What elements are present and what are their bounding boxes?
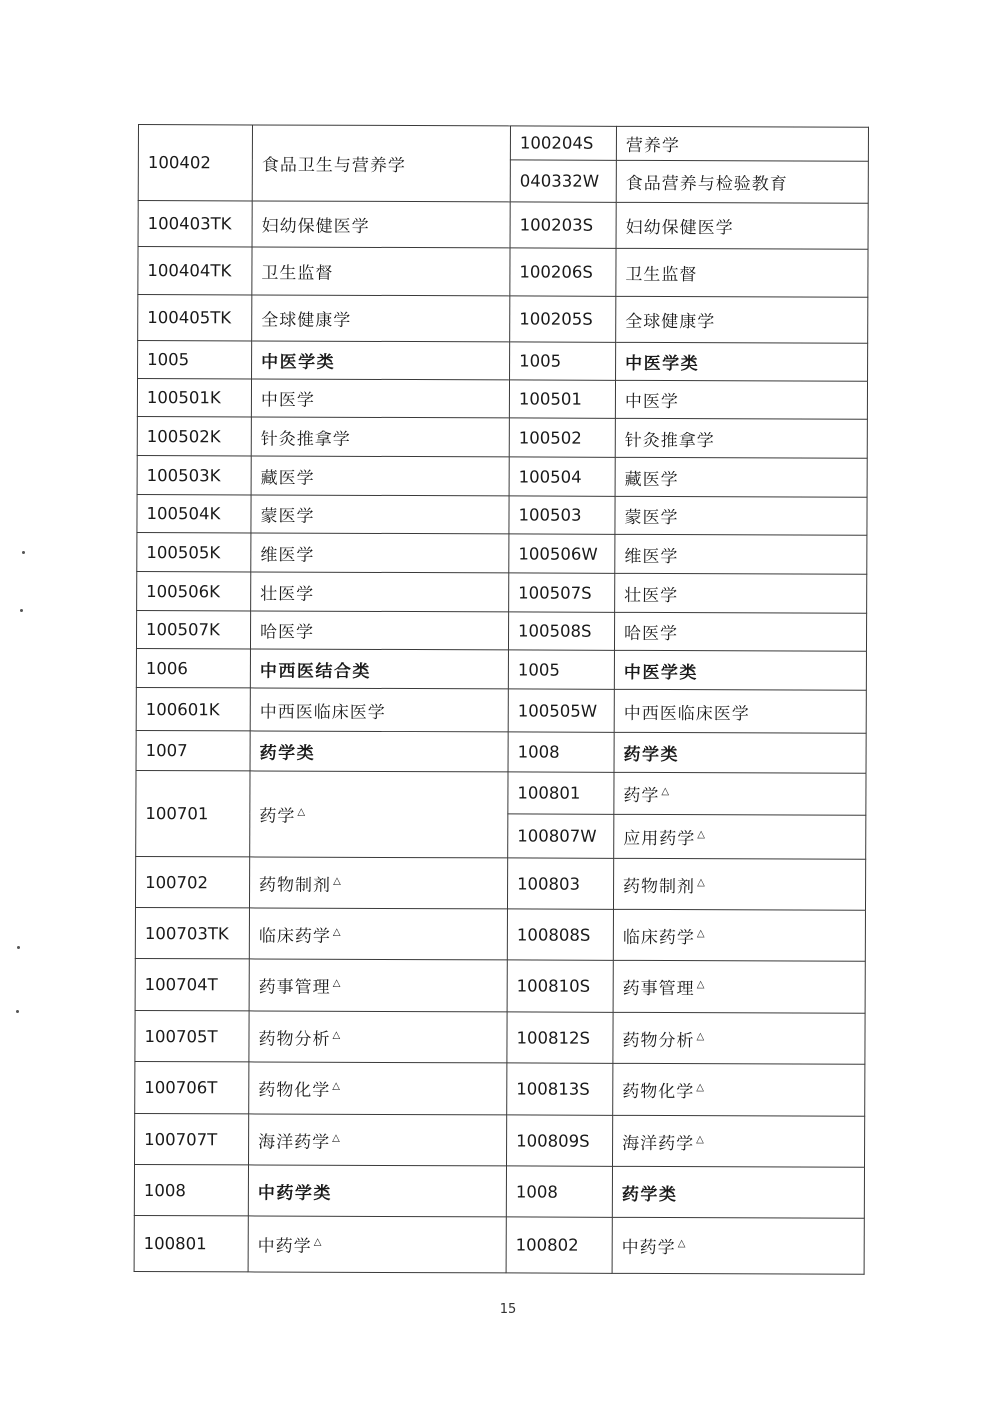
old-name-cell-text: 中医学 [260, 390, 315, 411]
old-name-cell [249, 857, 507, 909]
old-name-cell [250, 688, 508, 732]
scan-dot [20, 609, 23, 612]
old-name-cell [248, 1216, 506, 1273]
triangle-mark: △ [677, 1238, 686, 1250]
old-code-cell: 100707T [135, 1113, 249, 1164]
triangle-mark: △ [696, 979, 705, 991]
new-name-cell [616, 126, 868, 161]
old-name-cell-text: 药事管理 [258, 977, 331, 998]
new-name-cell [613, 960, 865, 1013]
old-code-cell: 100507K [136, 610, 250, 648]
old-code-cell: 100405TK [138, 295, 252, 341]
new-name-cell [613, 1012, 865, 1064]
new-name-cell [615, 380, 867, 419]
new-name-cell-text: 药学类 [623, 744, 680, 766]
old-code-cell: 100501K [137, 379, 251, 417]
old-code-cell: 1008 [134, 1164, 248, 1215]
old-code-cell: 1005 [138, 341, 252, 379]
new-code-cell: 100503 [509, 496, 615, 534]
new-name-cell-text: 应用药学 [623, 828, 696, 850]
table-row [137, 571, 867, 613]
triangle-mark: △ [696, 927, 705, 940]
old-name-cell-text: 妇幼保健医学 [261, 216, 370, 237]
old-name-cell-text: 中药学 [257, 1236, 312, 1257]
new-name-cell [615, 496, 867, 535]
new-name-cell-text: 妇幼保健医学 [625, 217, 734, 239]
old-name-cell [250, 611, 508, 650]
old-name-cell [249, 1062, 507, 1115]
new-name-cell [615, 573, 867, 613]
old-name-cell-text: 药物制剂 [259, 874, 332, 896]
old-name-cell-text: 哈医学 [260, 622, 315, 643]
triangle-mark: △ [696, 1030, 705, 1043]
triangle-mark: △ [661, 786, 670, 798]
old-name-cell [250, 731, 508, 772]
triangle-mark: △ [297, 806, 306, 818]
old-code-cell: 100704T [135, 958, 249, 1010]
old-code-cell: 100801 [134, 1215, 248, 1271]
new-code-cell: 100508S [508, 612, 614, 650]
triangle-mark: △ [332, 1132, 340, 1144]
table-row [138, 125, 868, 162]
new-name-cell [613, 858, 865, 910]
new-name-cell [616, 296, 868, 343]
new-name-cell-text: 中西医临床医学 [623, 703, 750, 724]
old-code-cell: 100402 [138, 125, 252, 201]
new-name-cell [614, 650, 866, 690]
old-name-cell-text: 维医学 [260, 544, 315, 566]
triangle-mark: △ [332, 978, 341, 990]
table-row [135, 1010, 865, 1064]
new-name-cell-text: 壮医学 [624, 585, 679, 606]
table-row [138, 247, 868, 298]
triangle-mark: △ [313, 1237, 322, 1249]
old-name-cell [251, 495, 509, 534]
old-code-cell: 100506K [137, 571, 251, 610]
table-row [137, 455, 867, 497]
new-code-cell: 100507S [509, 573, 615, 612]
new-name-cell-text: 药物分析 [622, 1030, 695, 1051]
new-code-cell: 100813S [507, 1063, 613, 1115]
new-name-cell [614, 814, 866, 859]
new-name-cell-text: 药物制剂 [623, 876, 696, 897]
new-code-cell: 1008 [506, 1166, 612, 1217]
table-row [138, 201, 868, 250]
new-name-cell [613, 909, 865, 961]
old-name-cell-text: 药学类 [259, 743, 316, 764]
scan-dot [16, 1010, 19, 1013]
new-name-cell-text: 中医学类 [623, 662, 698, 683]
old-name-cell [251, 456, 509, 496]
new-name-cell [615, 534, 867, 574]
category-row [134, 1164, 864, 1218]
new-code-cell: 040332W [510, 160, 616, 202]
new-name-cell-text: 药物化学 [622, 1081, 695, 1103]
new-name-cell-text: 哈医学 [624, 623, 679, 645]
table-row [137, 494, 867, 535]
old-name-cell-text: 中医学类 [261, 352, 336, 373]
new-name-cell-text: 中医学类 [625, 353, 700, 375]
table-row [137, 532, 867, 574]
old-name-cell [250, 649, 508, 689]
old-name-cell [252, 247, 510, 296]
new-name-cell-text: 药学类 [621, 1184, 678, 1205]
old-name-cell-text: 中西医结合类 [259, 660, 371, 682]
table-row [135, 1113, 865, 1167]
triangle-mark: △ [332, 926, 341, 938]
old-name-cell-text: 中西医临床医学 [259, 701, 386, 723]
old-name-cell [252, 341, 510, 380]
new-name-cell-text: 营养学 [625, 135, 680, 157]
triangle-mark: △ [332, 1029, 341, 1041]
new-name-cell-text: 藏医学 [624, 469, 679, 490]
new-name-cell [614, 772, 866, 815]
new-name-cell-text: 蒙医学 [624, 507, 679, 529]
old-code-cell: 100503K [137, 455, 251, 494]
new-code-cell: 100809S [507, 1115, 613, 1166]
new-code-cell: 100810S [507, 960, 613, 1012]
new-name-cell [612, 1217, 864, 1274]
table-row [134, 1215, 864, 1274]
new-name-cell-text: 卫生监督 [625, 264, 698, 286]
table-row [137, 379, 867, 420]
old-code-cell: 100702 [135, 856, 249, 907]
triangle-mark: △ [696, 1082, 705, 1094]
old-name-cell-text: 临床药学 [258, 925, 331, 947]
category-row [136, 648, 866, 690]
old-code-cell: 100701 [136, 770, 250, 856]
old-name-cell [251, 379, 509, 418]
old-name-cell-text: 中药学类 [257, 1182, 332, 1204]
new-code-cell: 1008 [508, 732, 614, 772]
old-name-cell [249, 1114, 507, 1166]
new-name-cell-text: 食品营养与检验教育 [625, 173, 788, 195]
new-code-cell: 100504 [509, 457, 615, 496]
new-code-cell: 100204S [510, 126, 616, 160]
table-row [135, 856, 865, 910]
table-row [136, 687, 866, 733]
old-code-cell: 1007 [136, 730, 250, 770]
new-name-cell [615, 457, 867, 497]
triangle-mark: △ [697, 876, 705, 889]
new-name-cell-text: 维医学 [624, 546, 679, 567]
table-body [134, 125, 868, 1275]
old-code-cell: 100706T [135, 1061, 249, 1113]
old-name-cell-text: 海洋药学 [258, 1131, 331, 1153]
old-code-cell: 100502K [137, 416, 251, 455]
new-name-cell-text: 药事管理 [622, 978, 695, 1000]
table-row [135, 1061, 865, 1116]
new-code-cell: 100203S [510, 202, 616, 248]
new-code-cell: 1005 [510, 342, 616, 380]
old-name-cell [251, 417, 509, 457]
table-row [136, 770, 866, 815]
old-name-cell [248, 1165, 506, 1217]
new-name-cell-text: 临床药学 [622, 927, 695, 948]
new-name-cell-text: 针灸推拿学 [624, 430, 715, 451]
new-name-cell [616, 342, 868, 381]
new-code-cell: 100205S [510, 296, 616, 342]
old-name-cell-text: 药物化学 [258, 1080, 331, 1101]
triangle-mark: △ [696, 1133, 704, 1146]
old-code-cell: 100505K [137, 532, 251, 571]
old-name-cell [251, 533, 509, 573]
table-row [138, 295, 868, 344]
table-row [136, 610, 866, 651]
old-code-cell: 100404TK [138, 247, 252, 295]
new-code-cell: 100506W [509, 534, 615, 573]
new-name-cell [615, 418, 867, 458]
category-row [136, 730, 866, 773]
table-row [135, 958, 865, 1013]
major-comparison-table [134, 124, 869, 1275]
new-name-cell-text: 全球健康学 [625, 311, 716, 333]
old-code-cell: 100403TK [138, 201, 252, 247]
new-name-cell-text: 中药学 [621, 1237, 676, 1259]
old-code-cell: 100705T [135, 1010, 249, 1061]
new-code-cell: 100807W [508, 814, 614, 858]
old-name-cell-text: 全球健康学 [261, 310, 352, 331]
new-name-cell [613, 1063, 865, 1116]
new-code-cell: 100803 [507, 858, 613, 909]
new-code-cell: 1005 [508, 650, 614, 689]
old-name-cell-text: 壮医学 [260, 583, 315, 605]
new-code-cell: 100502 [509, 418, 615, 457]
triangle-mark: △ [333, 875, 341, 887]
old-name-cell [249, 959, 507, 1012]
old-name-cell-text: 药物分析 [258, 1028, 331, 1050]
new-name-cell [614, 612, 866, 651]
old-code-cell: 100703TK [135, 907, 249, 958]
new-name-cell-text: 药学 [623, 785, 660, 807]
new-code-cell: 100505W [508, 689, 614, 732]
old-name-cell [252, 201, 510, 248]
triangle-mark: △ [697, 829, 705, 841]
new-name-cell [614, 732, 866, 773]
new-name-cell [616, 202, 868, 249]
new-name-cell [616, 248, 868, 297]
new-name-cell [616, 160, 868, 203]
category-row [138, 341, 868, 382]
scan-dot [17, 946, 20, 949]
old-name-cell [249, 1011, 507, 1063]
table-row [137, 416, 867, 458]
old-name-cell-text: 蒙医学 [260, 506, 315, 527]
old-name-cell-text: 针灸推拿学 [260, 428, 351, 450]
old-name-cell [250, 771, 508, 858]
old-name-cell-text: 食品卫生与营养学 [261, 155, 406, 177]
new-name-cell [614, 689, 866, 733]
old-name-cell [249, 908, 507, 960]
old-code-cell: 100601K [136, 687, 250, 730]
new-name-cell-text: 海洋药学 [622, 1133, 695, 1154]
page-number: 15 [499, 1302, 517, 1317]
old-name-cell-text: 药学 [259, 806, 296, 827]
new-code-cell: 100501 [509, 380, 615, 418]
old-code-cell: 1006 [136, 648, 250, 687]
new-name-cell [613, 1115, 865, 1167]
new-code-cell: 100801 [508, 772, 614, 814]
old-name-cell-text: 卫生监督 [261, 263, 334, 284]
old-name-cell [252, 125, 510, 202]
new-code-cell: 100802 [506, 1217, 612, 1273]
old-code-cell: 100504K [137, 494, 251, 532]
new-name-cell-text: 中医学 [624, 391, 679, 413]
old-name-cell [251, 572, 509, 612]
new-code-cell: 100812S [507, 1012, 613, 1063]
old-name-cell-text: 藏医学 [260, 467, 315, 489]
table-row [135, 907, 865, 961]
new-code-cell: 100206S [510, 248, 616, 296]
old-name-cell [252, 295, 510, 342]
scan-dot [22, 551, 25, 554]
new-name-cell [612, 1166, 864, 1218]
triangle-mark: △ [332, 1081, 341, 1093]
new-code-cell: 100808S [507, 909, 613, 960]
